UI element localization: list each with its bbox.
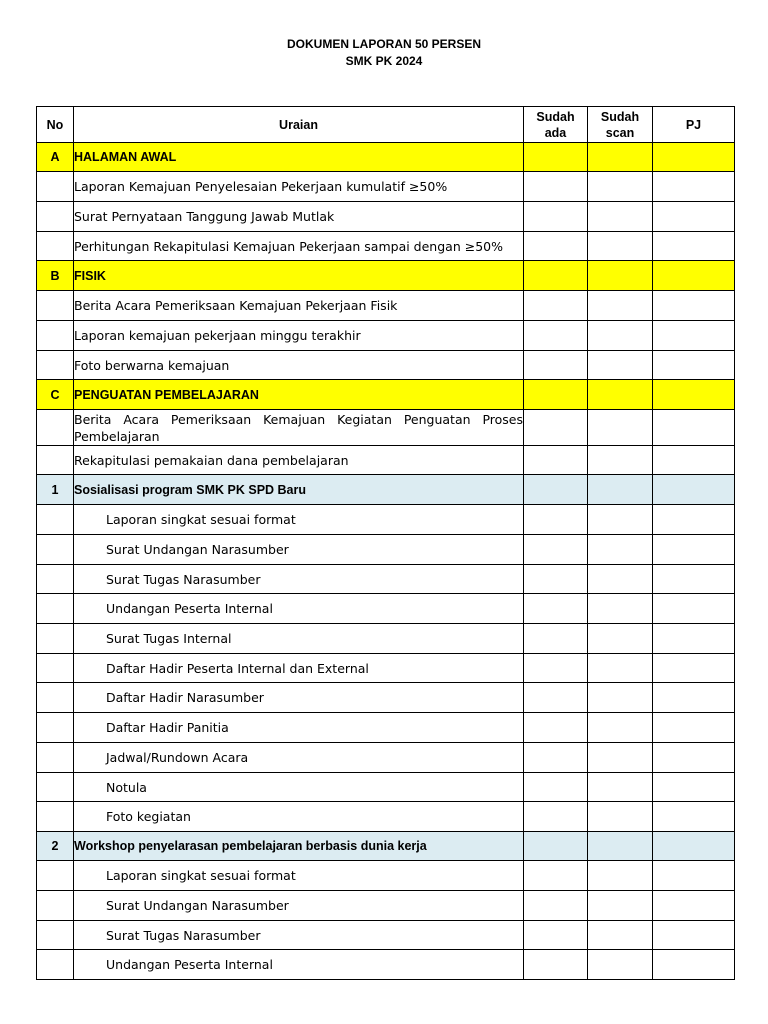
cell-pj	[653, 654, 735, 683]
cell-sudah-scan	[588, 505, 653, 535]
row-uraian: Surat Undangan Narasumber	[74, 891, 524, 921]
cell-pj	[653, 410, 735, 446]
row-number	[37, 410, 74, 446]
cell-pj	[653, 202, 735, 232]
cell-pj	[653, 921, 735, 950]
row-number	[37, 802, 74, 832]
cell-pj	[653, 380, 735, 410]
row-uraian: Surat Tugas Narasumber	[74, 565, 524, 594]
table-row	[37, 802, 735, 832]
cell-pj	[653, 351, 735, 380]
table-row	[37, 172, 735, 202]
row-uraian: Sosialisasi program SMK PK SPD Baru	[74, 475, 524, 505]
cell-sudah-ada	[524, 950, 588, 980]
cell-sudah-ada	[524, 891, 588, 921]
cell-pj	[653, 743, 735, 773]
header-sudah-scan: Sudah scan	[588, 107, 653, 143]
cell-sudah-scan	[588, 594, 653, 624]
table-row	[37, 683, 735, 713]
document-subtitle: SMK PK 2024	[345, 54, 423, 68]
row-uraian: Rekapitulasi pemakaian dana pembelajaran	[74, 446, 524, 475]
cell-sudah-ada	[524, 232, 588, 261]
header-sudah-ada: Sudah ada	[524, 107, 588, 143]
cell-sudah-scan	[588, 475, 653, 505]
activity-row	[37, 832, 735, 861]
table-row	[37, 950, 735, 980]
row-uraian: Jadwal/Rundown Acara	[74, 743, 524, 773]
cell-sudah-scan	[588, 291, 653, 321]
cell-sudah-ada	[524, 594, 588, 624]
cell-sudah-scan	[588, 832, 653, 861]
row-uraian: Berita Acara Pemeriksaan Kemajuan Pekerjaan Fisik	[74, 291, 524, 321]
table-row	[37, 291, 735, 321]
cell-sudah-scan	[588, 380, 653, 410]
row-uraian: HALAMAN AWAL	[74, 143, 524, 172]
cell-sudah-scan	[588, 950, 653, 980]
cell-sudah-ada	[524, 446, 588, 475]
row-number	[37, 505, 74, 535]
cell-sudah-scan	[588, 565, 653, 594]
cell-pj	[653, 891, 735, 921]
cell-sudah-scan	[588, 172, 653, 202]
cell-pj	[653, 713, 735, 743]
cell-sudah-scan	[588, 921, 653, 950]
row-number	[37, 743, 74, 773]
row-number	[37, 321, 74, 351]
row-number	[37, 232, 74, 261]
row-uraian: Surat Undangan Narasumber	[74, 535, 524, 565]
cell-sudah-scan	[588, 232, 653, 261]
cell-sudah-ada	[524, 380, 588, 410]
cell-pj	[653, 683, 735, 713]
table-row	[37, 321, 735, 351]
cell-sudah-ada	[524, 773, 588, 802]
row-number	[37, 654, 74, 683]
cell-sudah-ada	[524, 921, 588, 950]
cell-sudah-scan	[588, 410, 653, 446]
cell-sudah-ada	[524, 172, 588, 202]
cell-sudah-scan	[588, 624, 653, 654]
table-row	[37, 773, 735, 802]
row-number	[37, 172, 74, 202]
table-row	[37, 565, 735, 594]
section-row	[37, 261, 735, 291]
cell-sudah-scan	[588, 743, 653, 773]
cell-sudah-ada	[524, 713, 588, 743]
cell-sudah-scan	[588, 535, 653, 565]
cell-sudah-scan	[588, 446, 653, 475]
row-uraian: Surat Tugas Narasumber	[74, 921, 524, 950]
table-row	[37, 446, 735, 475]
cell-pj	[653, 505, 735, 535]
row-uraian: Laporan Kemajuan Penyelesaian Pekerjaan kumulatif ≥50%	[74, 172, 524, 202]
cell-sudah-ada	[524, 861, 588, 891]
cell-pj	[653, 950, 735, 980]
cell-sudah-ada	[524, 654, 588, 683]
row-number	[37, 773, 74, 802]
cell-sudah-scan	[588, 321, 653, 351]
row-number	[37, 861, 74, 891]
table-row	[37, 891, 735, 921]
cell-sudah-ada	[524, 683, 588, 713]
row-number: 1	[37, 475, 74, 505]
cell-sudah-ada	[524, 832, 588, 861]
table-row	[37, 232, 735, 261]
row-number	[37, 950, 74, 980]
cell-sudah-ada	[524, 321, 588, 351]
cell-pj	[653, 446, 735, 475]
row-uraian: FISIK	[74, 261, 524, 291]
document-title: DOKUMEN LAPORAN 50 PERSEN	[286, 37, 482, 51]
cell-pj	[653, 773, 735, 802]
cell-sudah-ada	[524, 351, 588, 380]
table-row	[37, 624, 735, 654]
cell-sudah-scan	[588, 261, 653, 291]
cell-pj	[653, 143, 735, 172]
cell-pj	[653, 802, 735, 832]
cell-sudah-scan	[588, 713, 653, 743]
row-uraian: Daftar Hadir Panitia	[74, 713, 524, 743]
row-number	[37, 921, 74, 950]
row-uraian: Foto kegiatan	[74, 802, 524, 832]
header-pj: PJ	[653, 107, 735, 143]
row-number	[37, 202, 74, 232]
row-uraian: Laporan kemajuan pekerjaan minggu terakhir	[74, 321, 524, 351]
cell-pj	[653, 832, 735, 861]
cell-sudah-scan	[588, 654, 653, 683]
row-uraian: Surat Pernyataan Tanggung Jawab Mutlak	[74, 202, 524, 232]
cell-sudah-ada	[524, 261, 588, 291]
cell-sudah-ada	[524, 410, 588, 446]
cell-pj	[653, 321, 735, 351]
cell-sudah-ada	[524, 743, 588, 773]
activity-row	[37, 475, 735, 505]
cell-sudah-scan	[588, 861, 653, 891]
row-number	[37, 624, 74, 654]
checklist-table	[36, 106, 735, 980]
cell-pj	[653, 261, 735, 291]
section-row	[37, 143, 735, 172]
row-number	[37, 351, 74, 380]
row-uraian: Workshop penyelarasan pembelajaran berbasis dunia kerja	[74, 832, 524, 861]
table-row	[37, 743, 735, 773]
cell-pj	[653, 291, 735, 321]
table-row	[37, 202, 735, 232]
cell-sudah-scan	[588, 891, 653, 921]
cell-pj	[653, 594, 735, 624]
row-uraian: Notula	[74, 773, 524, 802]
table-row	[37, 654, 735, 683]
table-row	[37, 594, 735, 624]
cell-sudah-ada	[524, 535, 588, 565]
cell-sudah-ada	[524, 475, 588, 505]
table-body	[37, 143, 735, 980]
table-row	[37, 505, 735, 535]
row-number: B	[37, 261, 74, 291]
row-uraian: Daftar Hadir Narasumber	[74, 683, 524, 713]
row-number	[37, 683, 74, 713]
cell-sudah-scan	[588, 683, 653, 713]
row-uraian: Undangan Peserta Internal	[74, 594, 524, 624]
cell-pj	[653, 624, 735, 654]
header-no: No	[37, 107, 74, 143]
row-uraian: PENGUATAN PEMBELAJARAN	[74, 380, 524, 410]
cell-sudah-ada	[524, 143, 588, 172]
table-row	[37, 713, 735, 743]
row-number	[37, 594, 74, 624]
row-number	[37, 891, 74, 921]
cell-sudah-scan	[588, 351, 653, 380]
cell-pj	[653, 535, 735, 565]
cell-sudah-scan	[588, 802, 653, 832]
row-uraian: Surat Tugas Internal	[74, 624, 524, 654]
table-header	[37, 107, 735, 143]
row-number	[37, 713, 74, 743]
cell-sudah-ada	[524, 505, 588, 535]
table-row	[37, 535, 735, 565]
table-row	[37, 861, 735, 891]
row-number	[37, 565, 74, 594]
row-number: 2	[37, 832, 74, 861]
row-uraian: Laporan singkat sesuai format	[74, 505, 524, 535]
cell-sudah-ada	[524, 565, 588, 594]
cell-sudah-ada	[524, 291, 588, 321]
row-uraian: Laporan singkat sesuai format	[74, 861, 524, 891]
table-row	[37, 351, 735, 380]
cell-sudah-scan	[588, 202, 653, 232]
row-uraian: Foto berwarna kemajuan	[74, 351, 524, 380]
row-number: C	[37, 380, 74, 410]
cell-sudah-ada	[524, 202, 588, 232]
cell-sudah-ada	[524, 624, 588, 654]
header-uraian: Uraian	[74, 107, 524, 143]
cell-sudah-ada	[524, 802, 588, 832]
cell-sudah-scan	[588, 773, 653, 802]
cell-pj	[653, 232, 735, 261]
table-row	[37, 921, 735, 950]
row-uraian: Berita Acara Pemeriksaan Kemajuan Kegiatan Penguatan Proses Pembelajaran	[74, 411, 523, 444]
cell-pj	[653, 172, 735, 202]
cell-pj	[653, 861, 735, 891]
row-number	[37, 535, 74, 565]
row-number	[37, 446, 74, 475]
cell-sudah-scan	[588, 143, 653, 172]
cell-pj	[653, 475, 735, 505]
table-row	[37, 410, 735, 446]
cell-pj	[653, 565, 735, 594]
row-uraian: Undangan Peserta Internal	[74, 950, 524, 980]
section-row	[37, 380, 735, 410]
row-number: A	[37, 143, 74, 172]
row-uraian: Perhitungan Rekapitulasi Kemajuan Pekerjaan sampai dengan ≥50%	[74, 232, 524, 261]
row-uraian: Daftar Hadir Peserta Internal dan External	[74, 654, 524, 683]
row-number	[37, 291, 74, 321]
